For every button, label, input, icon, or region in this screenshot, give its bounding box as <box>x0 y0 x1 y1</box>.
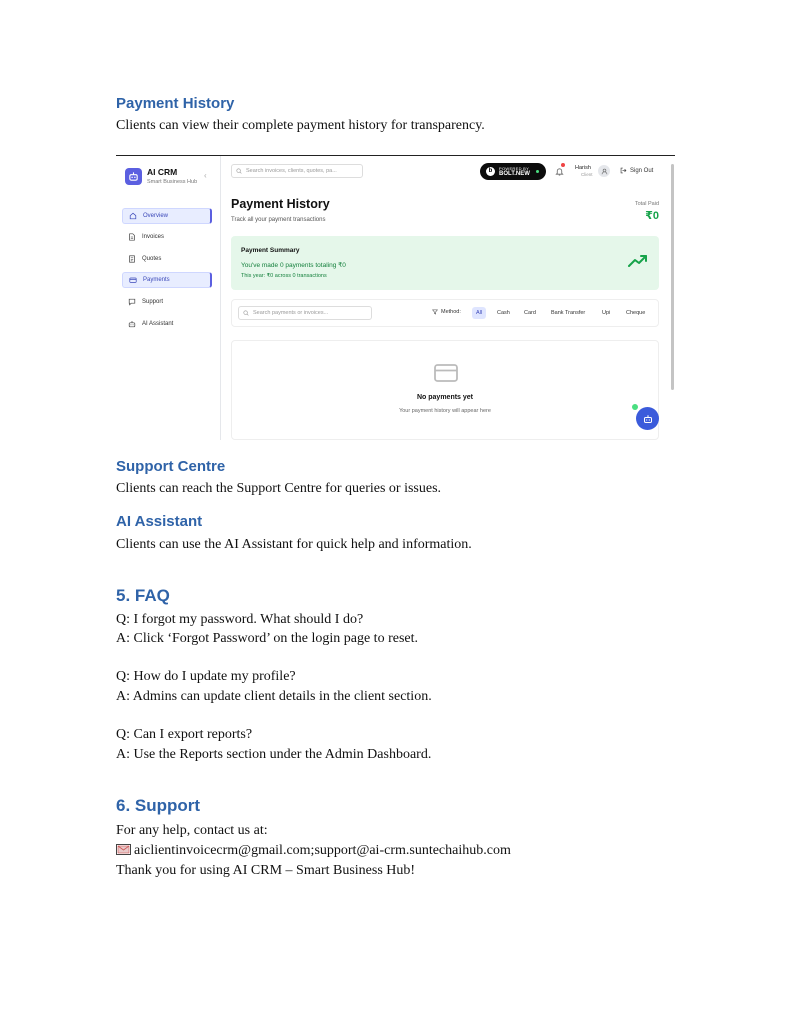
sidebar-item-label: Support <box>142 299 164 305</box>
total-paid-value: ₹0 <box>645 210 659 222</box>
support-email-link[interactable]: aiclientinvoicecrm@gmail.com;support@ai-crm.suntechaihub.com <box>134 843 511 858</box>
filter-icon <box>432 309 438 315</box>
email-icon <box>116 844 131 855</box>
brand-logo-icon <box>125 168 142 185</box>
quote-icon <box>128 255 136 263</box>
faq-question: Q: I forgot my password. What should I do? <box>116 612 364 627</box>
sidebar-item-label: AI Assistant <box>142 321 174 327</box>
total-paid-label: Total Paid <box>634 201 659 207</box>
search-icon <box>236 168 242 174</box>
support-thanks: Thank you for using AI CRM – Smart Business Hub! <box>116 863 416 878</box>
page-subtitle: Track all your payment transactions <box>231 217 326 223</box>
summary-line-2: This year: ₹0 across 0 transactions <box>241 273 327 279</box>
page-scrollbar[interactable] <box>671 164 674 390</box>
method-chip-all[interactable]: All <box>472 307 486 319</box>
faq-answer: A: Click ‘Forgot Password’ on the login page to reset. <box>116 631 418 646</box>
section-text-support-centre: Clients can reach the Support Centre for queries or issues. <box>116 481 442 496</box>
sign-out-button[interactable] <box>620 167 653 174</box>
global-search-input[interactable] <box>231 164 363 178</box>
faq-answer: A: Admins can update client details in the client section. <box>116 689 432 704</box>
brand-name: AI CRM <box>147 167 178 177</box>
sidebar <box>116 156 221 440</box>
brand-tagline: Smart Business Hub <box>147 179 198 185</box>
card-icon <box>129 276 137 284</box>
section-heading-faq: 5. FAQ <box>116 586 170 605</box>
faq-answer: A: Use the Reports section under the Admin Dashboard. <box>116 747 432 762</box>
payment-history-screenshot <box>116 155 675 440</box>
search-icon <box>243 310 249 316</box>
page-title: Payment History <box>231 197 330 211</box>
sidebar-item-label: Payments <box>143 277 170 283</box>
faq-question: Q: How do I update my profile? <box>116 669 296 684</box>
section-text-ai-assistant: Clients can use the AI Assistant for quick help and information. <box>116 537 472 552</box>
global-search-placeholder: Search invoices, clients, quotes, pa... <box>246 168 337 174</box>
chat-icon <box>128 298 136 306</box>
bolt-logo-icon: b <box>486 167 495 176</box>
sidebar-item-overview[interactable] <box>122 208 212 224</box>
support-intro: For any help, contact us at: <box>116 823 268 838</box>
payment-search-input[interactable] <box>238 306 372 320</box>
section-heading-payment-history: Payment History <box>116 95 235 112</box>
sidebar-collapse-button[interactable]: ‹ <box>204 171 207 180</box>
payment-search-placeholder: Search payments or invoices... <box>253 310 329 316</box>
bolt-status-dot <box>536 170 539 173</box>
method-chip-cash[interactable]: Cash <box>497 310 510 316</box>
empty-state-title: No payments yet <box>416 394 474 401</box>
bolt-badge[interactable] <box>480 163 546 180</box>
user-role: Client <box>581 172 593 177</box>
payment-summary-card <box>231 236 659 290</box>
trending-up-icon <box>627 252 649 270</box>
method-chip-bank-transfer[interactable]: Bank Transfer <box>551 310 586 316</box>
summary-line-1: You've made 0 payments totaling ₹0 <box>241 262 346 269</box>
method-chip-upi[interactable]: Upi <box>602 310 611 316</box>
empty-state <box>231 340 659 440</box>
bot-icon <box>643 414 653 424</box>
bolt-badge-line1: POWERED BY <box>499 166 530 171</box>
section-heading-ai-assistant: AI Assistant <box>116 513 203 530</box>
sign-out-label: Sign Out <box>630 167 654 174</box>
section-heading-support: 6. Support <box>116 796 201 815</box>
section-heading-support-centre: Support Centre <box>116 458 226 475</box>
sidebar-item-invoices[interactable] <box>122 229 212 245</box>
ai-assistant-fab[interactable] <box>636 407 659 430</box>
sidebar-item-label: Overview <box>143 213 169 219</box>
bot-icon <box>128 320 136 328</box>
sidebar-item-quotes[interactable] <box>122 251 212 267</box>
section-text-payment-history: Clients can view their complete payment history for transparency. <box>116 118 485 133</box>
sidebar-item-label: Quotes <box>142 256 162 262</box>
payment-filter-bar <box>231 299 659 327</box>
bell-icon[interactable] <box>555 167 564 176</box>
credit-card-icon <box>433 363 459 383</box>
empty-state-subtitle: Your payment history will appear here <box>399 408 491 414</box>
sidebar-item-support[interactable] <box>122 294 212 310</box>
user-icon <box>601 168 608 175</box>
file-icon <box>128 233 136 241</box>
user-name: Harish <box>575 165 591 171</box>
logout-icon <box>620 167 627 174</box>
topbar <box>221 156 671 188</box>
sidebar-item-label: Invoices <box>142 234 165 240</box>
avatar[interactable] <box>598 165 610 177</box>
home-icon <box>129 212 137 220</box>
method-chip-card[interactable]: Card <box>524 310 536 316</box>
method-chip-cheque[interactable]: Cheque <box>626 310 646 316</box>
sidebar-item-payments[interactable] <box>122 272 212 288</box>
method-filter-label <box>432 309 461 315</box>
assistant-online-dot <box>632 404 638 410</box>
support-email-line <box>116 841 511 860</box>
notification-dot <box>561 163 565 167</box>
faq-question: Q: Can I export reports? <box>116 727 253 742</box>
method-label-text: Method: <box>441 309 461 315</box>
summary-title: Payment Summary <box>241 247 300 254</box>
sidebar-item-ai-assistant[interactable] <box>122 316 212 332</box>
bolt-badge-line2: BOLT.NEW <box>499 171 530 177</box>
